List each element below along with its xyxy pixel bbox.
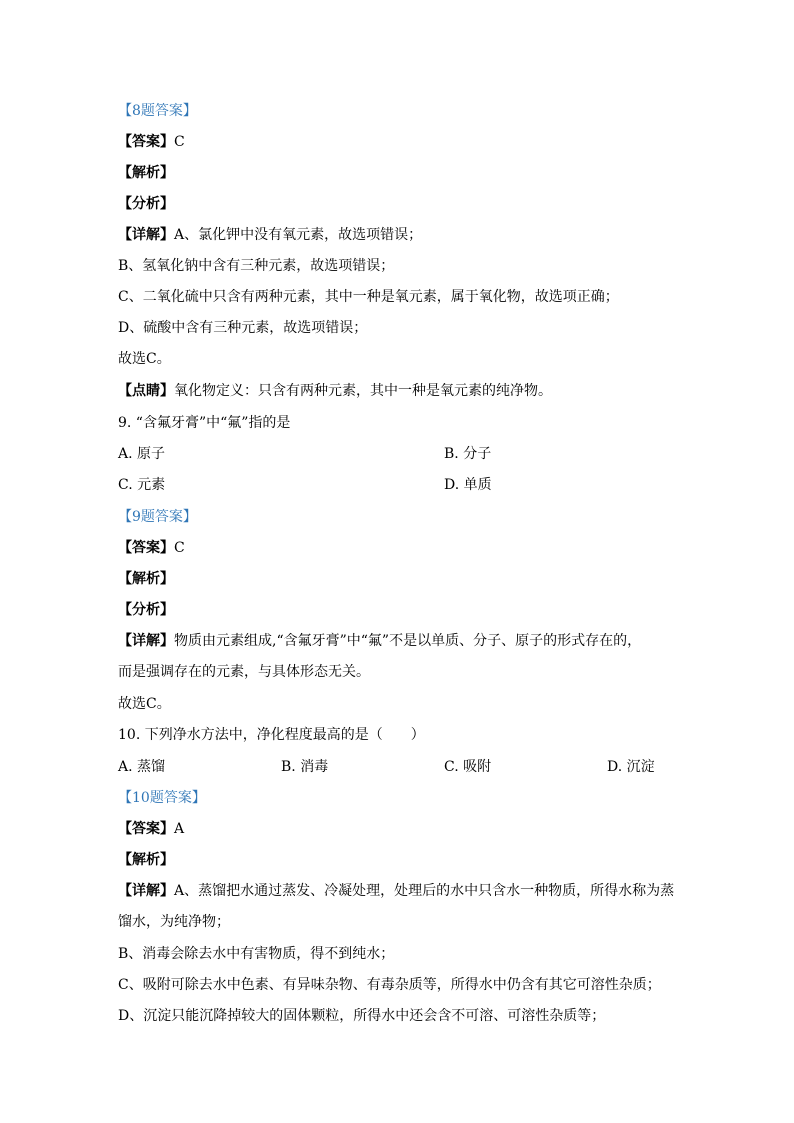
q10-analysis-label: 【解析】	[118, 852, 174, 868]
q8-dianjing	[118, 381, 552, 401]
q9-option-d: D. 单质	[444, 477, 492, 493]
detail-label: 【详解】	[118, 633, 174, 649]
q10-detail-b: B、消毒会除去水中有害物质，得不到纯水；	[118, 946, 395, 962]
q8-detail-d: D、硫酸中含有三种元素，故选项错误；	[118, 320, 368, 336]
q9-answer-line	[118, 538, 185, 558]
q9-question: 9. “含氟牙膏”中“氟”指的是	[118, 415, 291, 431]
q8-answer-header: 【8题答案】	[118, 103, 197, 119]
detail-label: 【详解】	[118, 883, 174, 899]
answer-label: 【答案】	[118, 821, 174, 837]
q9-answer-header: 【9题答案】	[118, 509, 197, 525]
detail-text: A、氯化钾中没有氧元素，故选项错误；	[174, 227, 423, 243]
q10-option-c: C. 吸附	[444, 759, 492, 775]
q10-answer-header: 【10题答案】	[118, 790, 206, 806]
q8-conclusion: 故选C。	[118, 351, 171, 367]
answer-value: C	[174, 134, 185, 150]
q8-detail-c: C、二氧化硫中只含有两种元素，其中一种是氧元素，属于氧化物，故选项正确；	[118, 289, 619, 305]
dianjing-label: 【点睛】	[118, 383, 174, 399]
q10-option-a: A. 蒸馏	[118, 759, 166, 775]
q10-detail-d: D、沉淀只能沉降掉较大的固体颗粒，所得水中还会含不可溶、可溶性杂质等；	[118, 1008, 606, 1024]
q10-question: 10. 下列净水方法中，净化程度最高的是（ ）	[118, 727, 425, 743]
detail-label: 【详解】	[118, 227, 174, 243]
answer-label: 【答案】	[118, 134, 174, 150]
answer-value: A	[174, 821, 185, 837]
q9-option-c: C. 元素	[118, 477, 166, 493]
detail-text: A、蒸馏把水通过蒸发、冷凝处理，处理后的水中只含水一种物质，所得水称为蒸	[174, 883, 675, 899]
q10-detail-a-line2: 馏水，为纯净物；	[118, 914, 230, 930]
q9-detail-line2: 而是强调存在的元素，与具体形态无关。	[118, 664, 370, 680]
detail-text: 物质由元素组成,“含氟牙膏”中“氟”不是以单质、分子、原子的形式存在的，	[174, 633, 642, 649]
q10-detail-a-line1	[118, 881, 674, 901]
q8-answer-line	[118, 132, 185, 152]
q10-option-b: B. 消毒	[281, 759, 329, 775]
q10-option-d: D. 沉淀	[607, 759, 655, 775]
q9-detail-line1	[118, 631, 641, 651]
q9-conclusion: 故选C。	[118, 696, 171, 712]
q9-option-a: A. 原子	[118, 446, 166, 462]
q8-detail-a	[118, 225, 422, 245]
q8-detail-b: B、氢氧化钠中含有三种元素，故选项错误；	[118, 258, 395, 274]
dianjing-text: 氧化物定义：只含有两种元素，其中一种是氧元素的纯净物。	[174, 383, 552, 399]
q9-option-b: B. 分子	[444, 446, 492, 462]
q9-analysis-label: 【解析】	[118, 571, 174, 587]
q10-detail-c: C、吸附可除去水中色素、有异味杂物、有毒杂质等，所得水中仍含有其它可溶性杂质；	[118, 977, 661, 993]
q9-fenxi-label: 【分析】	[118, 602, 174, 618]
q8-fenxi-label: 【分析】	[118, 196, 174, 212]
q10-answer-line	[118, 819, 184, 839]
answer-label: 【答案】	[118, 540, 174, 556]
q8-analysis-label: 【解析】	[118, 165, 174, 181]
answer-value: C	[174, 540, 185, 556]
